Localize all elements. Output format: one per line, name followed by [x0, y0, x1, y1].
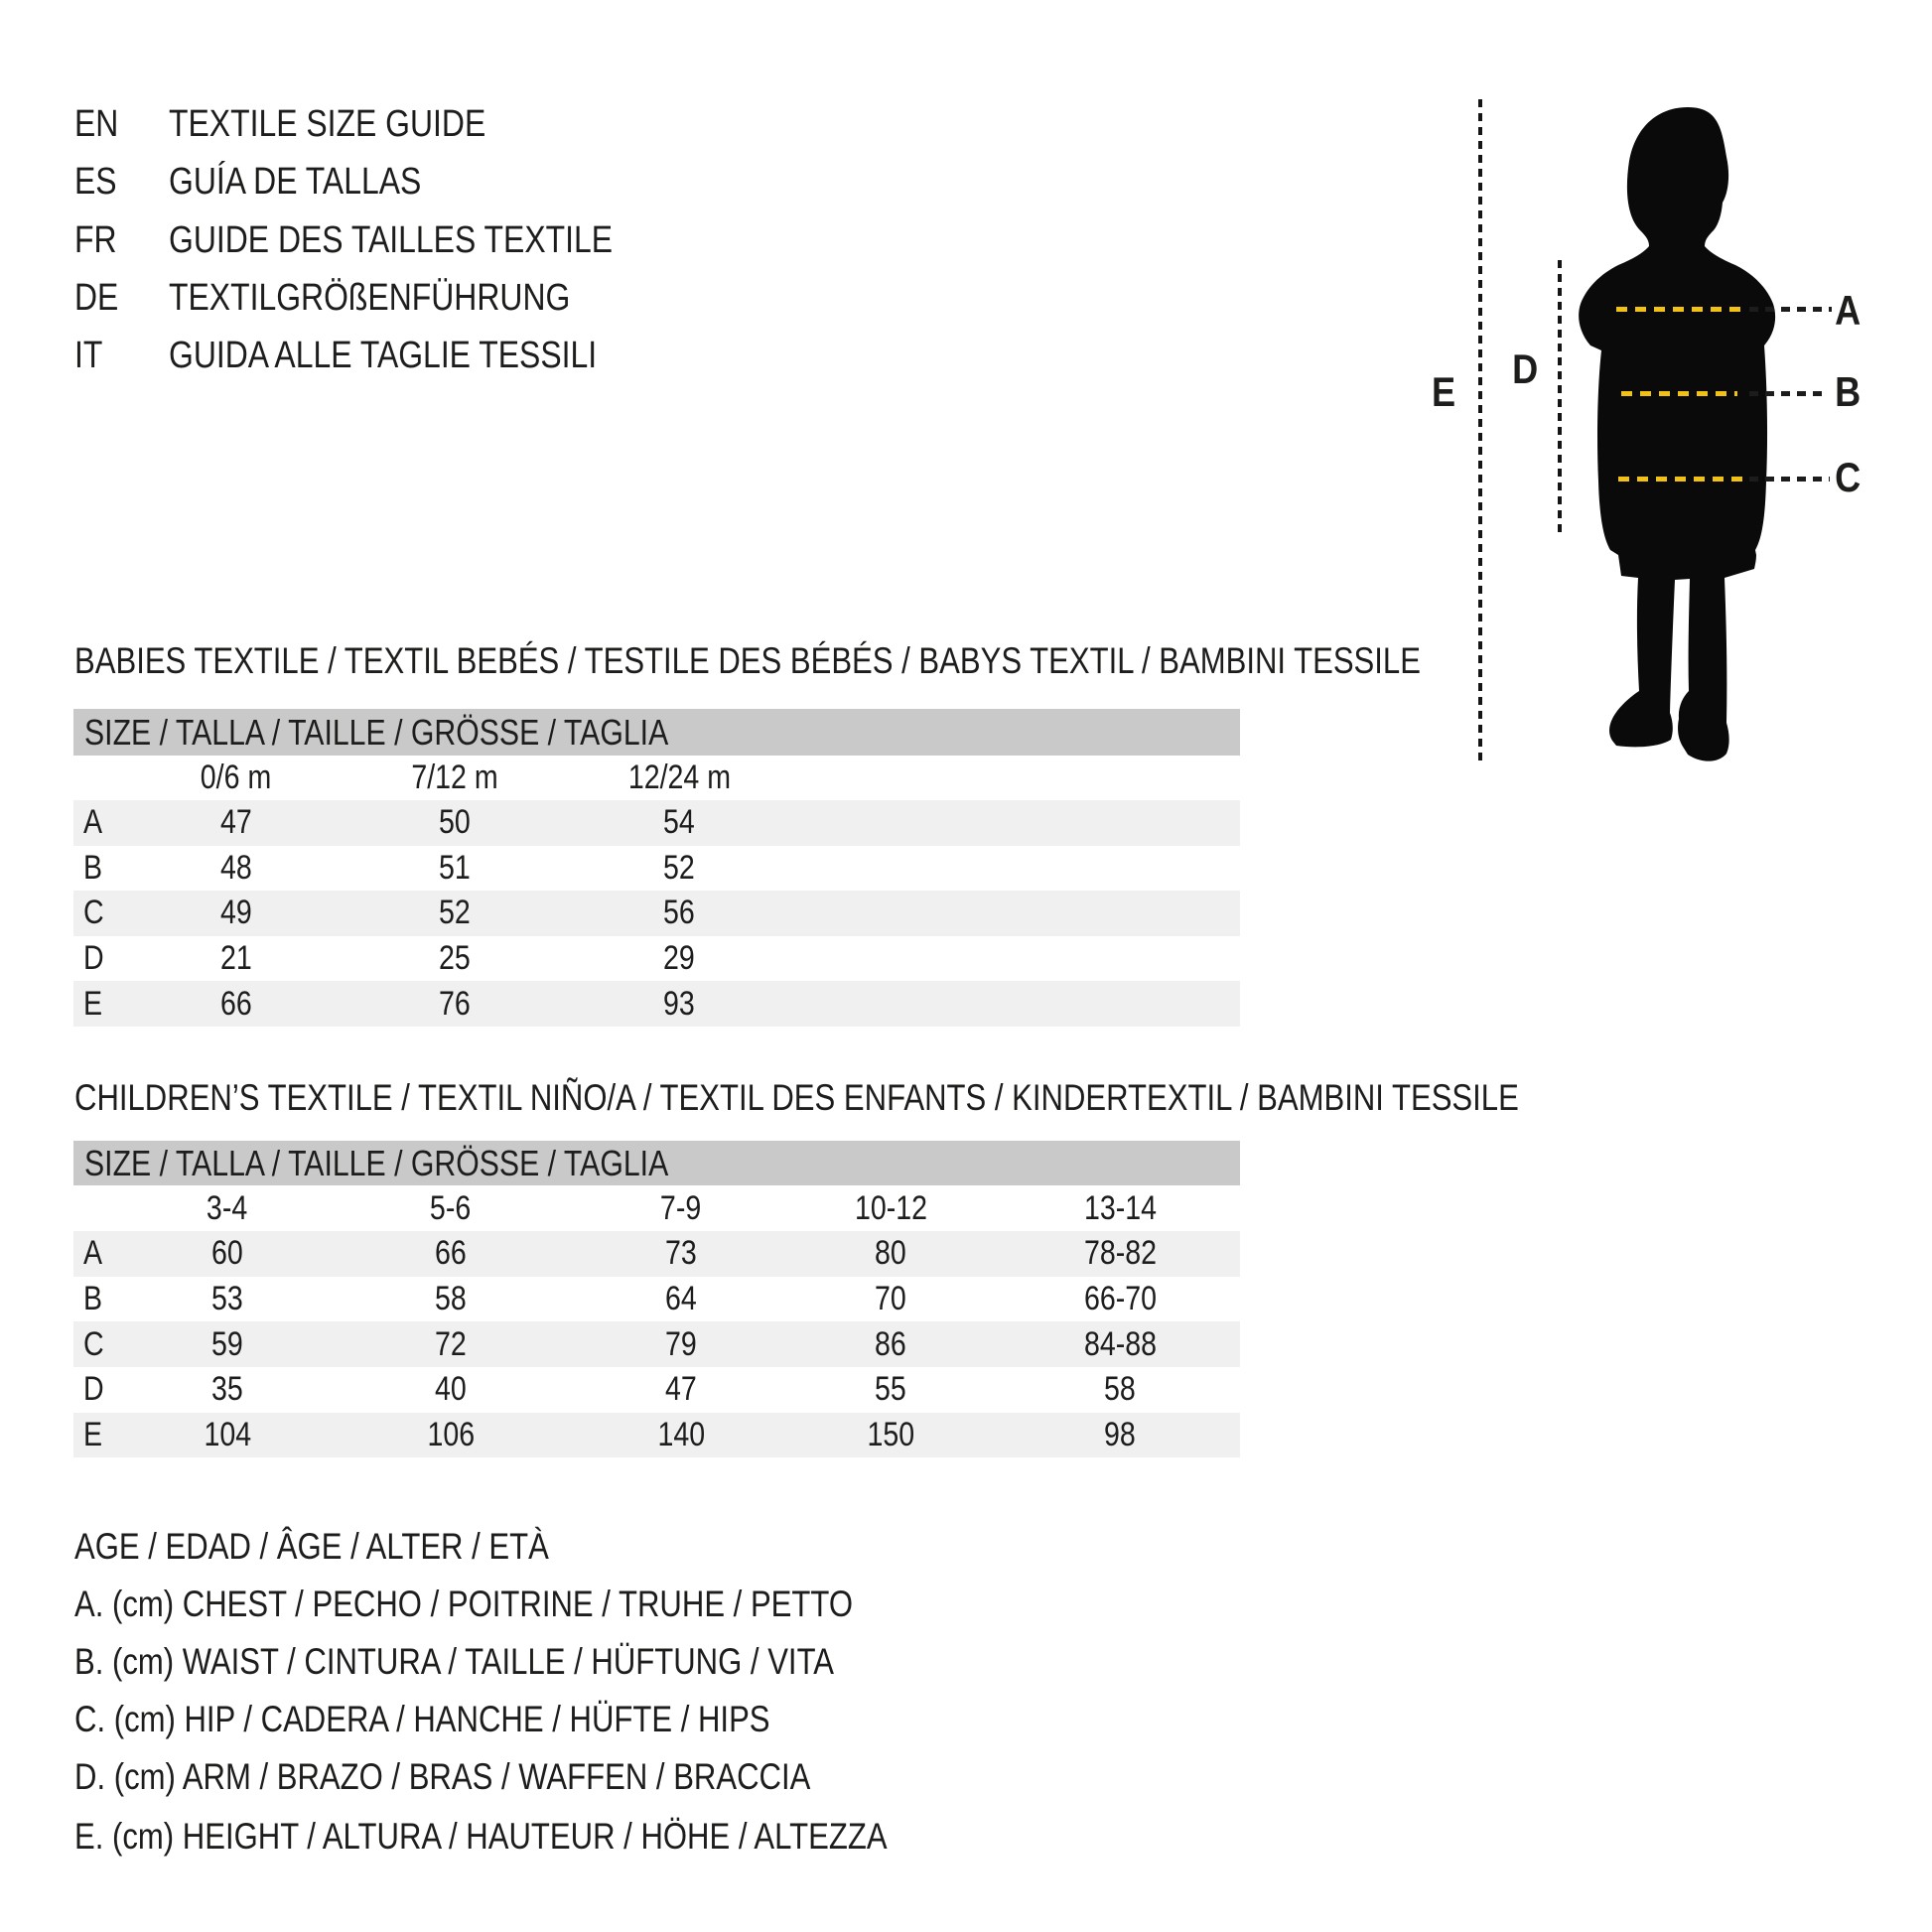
children_table-row-E: [73, 1413, 1240, 1458]
children_table-cell: 35: [211, 1370, 243, 1409]
children_table-column-header: [592, 1185, 770, 1231]
children_table-column-header-text: 13-14: [1083, 1189, 1157, 1227]
babies_table-cell: 49: [220, 894, 252, 932]
babies_table-cell: 51: [439, 848, 471, 887]
babies_table-row-label: B: [83, 848, 103, 887]
babies_table-cell: 25: [439, 939, 471, 978]
children_table-column-header-text: 10-12: [854, 1189, 927, 1227]
babies_table-column-header-text: 7/12 m: [411, 759, 498, 796]
babies_table-cell: 66: [220, 984, 252, 1023]
children_table-row-label: E: [83, 1416, 103, 1454]
chest-line-yellow: [1616, 307, 1741, 312]
children_table-cell: 55: [875, 1370, 906, 1409]
babies_table-cell: 76: [439, 984, 471, 1023]
legend-line-5: E. (cm) HEIGHT / ALTURA / HAUTEUR / HÖHE / ALTEZZA: [74, 1816, 888, 1857]
children_table-cell: 140: [657, 1416, 705, 1454]
legend-line-0: AGE / EDAD / ÂGE / ALTER / ETÀ: [74, 1526, 549, 1567]
babies_table-cell: 21: [220, 939, 252, 978]
babies_table-column-header-text: 12/24 m: [627, 759, 731, 796]
language-title: GUIDE DES TAILLES TEXTILE: [169, 219, 614, 261]
language-title: GUÍA DE TALLAS: [169, 161, 422, 203]
figure-label-chest: A: [1834, 287, 1862, 334]
children_table-column-header: [138, 1185, 317, 1231]
babies_table-row-label: E: [83, 984, 103, 1023]
language-code: IT: [74, 335, 103, 376]
babies_table-row-label: D: [83, 939, 104, 978]
waist-line-yellow: [1621, 391, 1737, 396]
children_table-cell: 58: [1104, 1370, 1136, 1409]
language-row-es: [74, 153, 470, 210]
children_table-cell: 78-82: [1083, 1234, 1157, 1273]
figure-label-waist: B: [1834, 368, 1862, 415]
babies_table-row-B: [73, 846, 1240, 892]
children_table-cell: 84-88: [1083, 1324, 1157, 1363]
children_table-cell: 59: [211, 1324, 243, 1363]
language-title: TEXTILGRÖßENFÜHRUNG: [169, 277, 571, 319]
babies_table-cell: 29: [663, 939, 695, 978]
hip-line-yellow: [1618, 477, 1742, 482]
waist-line-dark: [1749, 391, 1827, 396]
babies_table-cell: 47: [220, 803, 252, 842]
language-code: EN: [74, 103, 119, 145]
babies_table-cell: 93: [663, 984, 695, 1023]
language-code: ES: [74, 161, 117, 203]
children_table-cell: 86: [875, 1324, 906, 1363]
babies_table-column-header: [365, 756, 544, 800]
children_table-row-label: A: [83, 1234, 103, 1273]
babies-size-header-bar: SIZE / TALLA / TAILLE / GRÖSSE / TAGLIA: [73, 709, 1240, 756]
children_table-cell: 66: [435, 1234, 467, 1273]
babies_table-cell: 56: [663, 894, 695, 932]
language-row-it: [74, 327, 678, 384]
babies_table-row-A: [73, 800, 1240, 846]
language-row-de: [74, 269, 646, 327]
babies_table-row-C: [73, 891, 1240, 936]
babies_table-cell: 52: [439, 894, 471, 932]
language-code: DE: [74, 277, 119, 319]
legend-line-1: A. (cm) CHEST / PECHO / POITRINE / TRUHE / PETTO: [74, 1584, 854, 1624]
babies_table-row-E: [73, 981, 1240, 1027]
children-size-header-bar: SIZE / TALLA / TAILLE / GRÖSSE / TAGLIA: [73, 1141, 1240, 1185]
figure-label-hip: C: [1834, 454, 1862, 500]
children_table-cell: 58: [435, 1280, 467, 1318]
children_table-column-header: [361, 1185, 540, 1231]
children_table-cell: 150: [867, 1416, 914, 1454]
babies_table-cell: 52: [663, 848, 695, 887]
children_table-row-A: [73, 1231, 1240, 1277]
figure-label-height: E: [1431, 368, 1456, 415]
children_table-row-C: [73, 1321, 1240, 1367]
children_table-cell: 40: [435, 1370, 467, 1409]
children_table-cell: 66-70: [1083, 1280, 1157, 1318]
children_table-cell: 72: [435, 1324, 467, 1363]
babies_table-column-header: [590, 756, 768, 800]
children_table-column-header: [801, 1185, 980, 1231]
children_table-cell: 73: [665, 1234, 697, 1273]
children-section-title: CHILDREN’S TEXTILE / TEXTIL NIÑO/A / TEXTIL DES ENFANTS / KINDERTEXTIL / BAMBINI TESSILE: [74, 1077, 1519, 1118]
children_table-column-header: [1031, 1185, 1209, 1231]
children_table-cell: 98: [1104, 1416, 1136, 1454]
children_table-cell: 106: [427, 1416, 475, 1454]
babies_table-row-label: C: [83, 894, 104, 932]
children_table-column-header-text: 5-6: [430, 1189, 472, 1227]
children_table-cell: 64: [665, 1280, 697, 1318]
language-title: GUIDA ALLE TAGLIE TESSILI: [169, 335, 598, 376]
legend-line-2: B. (cm) WAIST / CINTURA / TAILLE / HÜFTUNG / VITA: [74, 1641, 834, 1682]
children_table-row-B: [73, 1277, 1240, 1322]
babies_table-cell: 54: [663, 803, 695, 842]
babies_table-column-header: [147, 756, 326, 800]
children_table-cell: 104: [204, 1416, 251, 1454]
babies_table-cell: 50: [439, 803, 471, 842]
children_table-column-header-text: 7-9: [660, 1189, 702, 1227]
children_table-cell: 60: [211, 1234, 243, 1273]
language-code: FR: [74, 219, 117, 261]
legend-line-4: D. (cm) ARM / BRAZO / BRAS / WAFFEN / BRACCIA: [74, 1756, 811, 1797]
babies_table-cell: 48: [220, 848, 252, 887]
legend-line-3: C. (cm) HIP / CADERA / HANCHE / HÜFTE / HIPS: [74, 1699, 770, 1739]
figure-label-arm: D: [1511, 345, 1539, 392]
children_table-row-D: [73, 1367, 1240, 1413]
children_table-cell: 70: [875, 1280, 906, 1318]
babies_table-row-label: A: [83, 803, 103, 842]
children_table-column-header-text: 3-4: [207, 1189, 248, 1227]
babies_table-row-D: [73, 936, 1240, 982]
children_table-row-label: B: [83, 1280, 103, 1318]
language-row-en: [74, 95, 546, 153]
babies_table-column-header-text: 0/6 m: [201, 759, 272, 796]
language-title: TEXTILE SIZE GUIDE: [169, 103, 486, 145]
hip-line-dark: [1749, 477, 1830, 482]
children_table-row-label: D: [83, 1370, 104, 1409]
children_table-row-label: C: [83, 1324, 104, 1363]
children_table-cell: 79: [665, 1324, 697, 1363]
children_table-cell: 53: [211, 1280, 243, 1318]
children_table-cell: 80: [875, 1234, 906, 1273]
babies-section-title: BABIES TEXTILE / TEXTIL BEBÉS / TESTILE DES BÉBÉS / BABYS TEXTIL / BAMBINI TESSILE: [74, 640, 1421, 681]
children_table-cell: 47: [665, 1370, 697, 1409]
language-row-fr: [74, 211, 697, 269]
chest-line-dark: [1749, 307, 1832, 312]
